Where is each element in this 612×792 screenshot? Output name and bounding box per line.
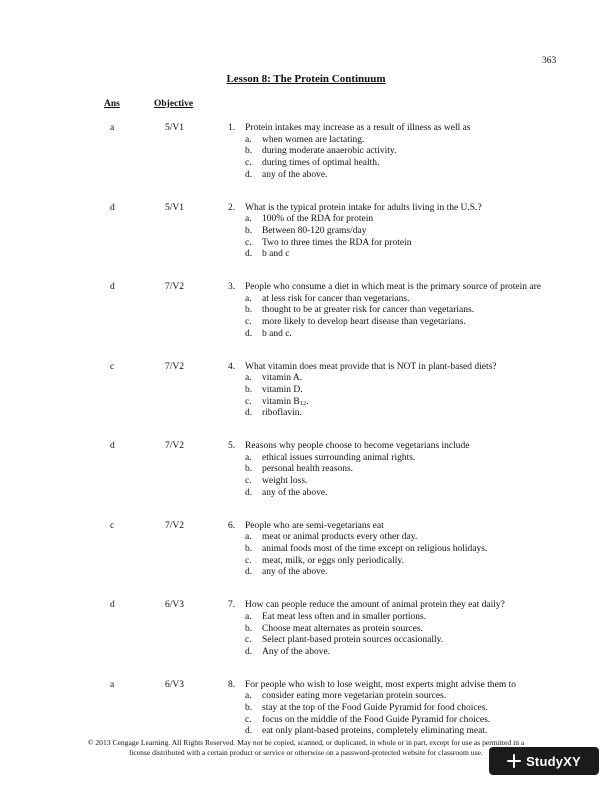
question-stem: Reasons why people choose to become vegetarians include bbox=[245, 441, 470, 452]
question-number: 7. bbox=[228, 600, 236, 611]
question-item bbox=[0, 441, 612, 500]
answer-option bbox=[245, 624, 570, 636]
answer-option bbox=[245, 317, 570, 329]
objective-code: 5/V1 bbox=[165, 202, 184, 213]
option-letter: a. bbox=[245, 293, 252, 304]
option-text: Any of the above. bbox=[262, 646, 331, 657]
option-text: Choose meat alternates as protein sources. bbox=[262, 623, 423, 634]
answer-key: d bbox=[110, 441, 115, 452]
option-text: Between 80-120 grams/day bbox=[262, 225, 367, 236]
objective-column-header: Objective bbox=[154, 99, 194, 109]
option-letter: a. bbox=[245, 691, 252, 702]
answer-key: d bbox=[110, 282, 115, 293]
question-stem: How can people reduce the amount of animal protein they eat daily? bbox=[245, 600, 505, 611]
option-letter: b. bbox=[245, 543, 253, 554]
option-letter: c. bbox=[245, 317, 252, 328]
objective-code: 7/V2 bbox=[165, 361, 184, 372]
option-suffix: . bbox=[306, 396, 309, 407]
option-letter: a. bbox=[245, 134, 252, 145]
option-text: riboflavin. bbox=[262, 408, 302, 419]
option-letter: a. bbox=[245, 452, 252, 463]
plus-icon bbox=[507, 754, 521, 768]
question-stem: People who are semi-vegetarians eat bbox=[245, 520, 384, 531]
option-text: any of the above. bbox=[262, 567, 328, 578]
option-letter: d. bbox=[245, 408, 253, 419]
question-number: 4. bbox=[228, 361, 236, 372]
option-letter: c. bbox=[245, 396, 252, 407]
question-item bbox=[0, 600, 612, 659]
question-item bbox=[0, 123, 612, 182]
answer-option bbox=[245, 294, 570, 306]
answer-option bbox=[245, 453, 570, 465]
option-letter: b. bbox=[245, 703, 253, 714]
answer-option bbox=[245, 556, 570, 568]
option-letter: d. bbox=[245, 567, 253, 578]
option-letter: a. bbox=[245, 373, 252, 384]
option-text: at less risk for cancer than vegetarians. bbox=[262, 293, 410, 304]
answer-option bbox=[245, 703, 570, 715]
answer-option bbox=[245, 226, 570, 238]
option-text: stay at the top of the Food Guide Pyramid for food choices. bbox=[262, 703, 488, 714]
answer-option bbox=[245, 146, 570, 158]
brand-name: StudyXY bbox=[526, 753, 581, 769]
answer-option bbox=[245, 408, 570, 420]
option-text: any of the above. bbox=[262, 487, 328, 498]
option-text: 100% of the RDA for protein bbox=[262, 214, 374, 225]
option-letter: d. bbox=[245, 487, 253, 498]
option-text: eat only plant-based proteins, completely eliminating meat. bbox=[262, 726, 488, 737]
question-item bbox=[0, 362, 612, 421]
question-number: 1. bbox=[228, 123, 236, 133]
option-text: consider eating more vegetarian protein sources. bbox=[262, 691, 447, 702]
answer-key: a bbox=[110, 123, 115, 133]
question-number: 8. bbox=[228, 679, 236, 690]
answer-option bbox=[245, 726, 570, 738]
question-item bbox=[0, 521, 612, 580]
question-item bbox=[0, 203, 612, 262]
option-text: weight loss. bbox=[262, 476, 308, 487]
question-number: 2. bbox=[228, 202, 236, 213]
option-subscript: 12 bbox=[299, 399, 307, 407]
answer-option bbox=[245, 488, 570, 500]
question-stem: What vitamin does meat provide that is NOT in plant-based diets? bbox=[245, 361, 497, 372]
question-number: 3. bbox=[228, 282, 236, 293]
option-text: when women are lactating. bbox=[262, 134, 365, 145]
answer-option bbox=[245, 635, 570, 647]
question-number: 6. bbox=[228, 520, 236, 531]
option-letter: d. bbox=[245, 249, 253, 260]
option-text: personal health reasons. bbox=[262, 464, 354, 475]
option-text: meat, milk, or eggs only periodically. bbox=[262, 555, 404, 566]
option-text: Select plant-based protein sources occasionally. bbox=[262, 635, 444, 646]
copyright-line-1: © 2013 Cengage Learning. All Rights Reserved. May not be copied, scanned, or duplicated, in whole or in part, except for use as permitted in a bbox=[87, 738, 525, 747]
option-letter: c. bbox=[245, 555, 252, 566]
answer-option bbox=[245, 567, 570, 579]
answer-key: c bbox=[110, 520, 115, 531]
option-text: any of the above. bbox=[262, 169, 328, 180]
answer-option bbox=[245, 385, 570, 397]
option-letter: d. bbox=[245, 328, 253, 339]
answer-option bbox=[245, 532, 570, 544]
option-letter: c. bbox=[245, 158, 252, 169]
answer-option bbox=[245, 305, 570, 317]
answer-option bbox=[245, 691, 570, 703]
question-stem: For people who wish to lose weight, most experts might advise them to bbox=[245, 679, 516, 690]
option-letter: c. bbox=[245, 714, 252, 725]
option-text: more likely to develop heart disease than vegetarians. bbox=[262, 317, 466, 328]
answer-option bbox=[245, 238, 570, 250]
option-text: animal foods most of the time except on religious holidays. bbox=[262, 543, 488, 554]
objective-code: 7/V2 bbox=[165, 441, 184, 452]
question-item bbox=[0, 282, 612, 341]
page-number: 363 bbox=[542, 56, 557, 66]
answer-option bbox=[245, 464, 570, 476]
page-title: Lesson 8: The Protein Continuum bbox=[226, 73, 386, 85]
answer-option bbox=[245, 476, 570, 488]
answer-option bbox=[245, 135, 570, 147]
option-letter: c. bbox=[245, 237, 252, 248]
option-text: b and c. bbox=[262, 328, 292, 339]
question-number: 5. bbox=[228, 441, 236, 452]
answer-option bbox=[245, 397, 570, 409]
objective-code: 7/V2 bbox=[165, 520, 184, 531]
option-letter: b. bbox=[245, 225, 253, 236]
option-text: ethical issues surrounding animal rights. bbox=[262, 452, 416, 463]
answer-option bbox=[245, 249, 570, 261]
option-text: vitamin D. bbox=[262, 384, 303, 395]
option-letter: b. bbox=[245, 464, 253, 475]
option-letter: b. bbox=[245, 623, 253, 634]
answer-key: a bbox=[110, 679, 115, 690]
question-stem: What is the typical protein intake for adults living in the U.S.? bbox=[245, 202, 482, 213]
answer-option bbox=[245, 373, 570, 385]
objective-code: 5/V1 bbox=[165, 123, 184, 133]
objective-code: 6/V3 bbox=[165, 679, 184, 690]
answer-option bbox=[245, 544, 570, 556]
option-text: vitamin A. bbox=[262, 373, 303, 384]
option-text: Two to three times the RDA for protein bbox=[262, 237, 412, 248]
option-letter: c. bbox=[245, 635, 252, 646]
answer-option bbox=[245, 158, 570, 170]
question-stem: People who consume a diet in which meat is the primary source of protein are bbox=[245, 282, 541, 293]
option-text: during times of optimal health. bbox=[262, 158, 380, 169]
option-text: meat or animal products every other day. bbox=[262, 532, 418, 543]
option-letter: b. bbox=[245, 146, 253, 157]
answer-option bbox=[245, 329, 570, 341]
answer-key: d bbox=[110, 202, 115, 213]
copyright-line-2: license distributed with a certain product or service or otherwise on a password-protected website for classroom use. bbox=[129, 748, 483, 757]
objective-code: 7/V2 bbox=[165, 282, 184, 293]
question-item bbox=[0, 680, 612, 739]
option-text: focus on the middle of the Food Guide Pyramid for choices. bbox=[262, 714, 491, 725]
answer-key: d bbox=[110, 600, 115, 611]
objective-code: 6/V3 bbox=[165, 600, 184, 611]
option-letter: d. bbox=[245, 169, 253, 180]
option-letter: b. bbox=[245, 305, 253, 316]
option-text: during moderate anaerobic activity. bbox=[262, 146, 397, 157]
answer-option bbox=[245, 612, 570, 624]
answer-option bbox=[245, 170, 570, 182]
option-text: Eat meat less often and in smaller portions. bbox=[262, 611, 427, 622]
option-letter: c. bbox=[245, 476, 252, 487]
answer-option bbox=[245, 715, 570, 727]
answer-key: c bbox=[110, 361, 115, 372]
option-letter: a. bbox=[245, 214, 252, 225]
answer-option bbox=[245, 214, 570, 226]
ans-column-header: Ans bbox=[104, 99, 120, 109]
question-list bbox=[0, 123, 612, 759]
option-text: thought to be at greater risk for cancer than vegetarians. bbox=[262, 305, 475, 316]
option-text: vitamin B bbox=[262, 396, 300, 407]
studyxy-badge[interactable] bbox=[489, 747, 599, 775]
option-letter: a. bbox=[245, 611, 252, 622]
question-stem: Protein intakes may increase as a result of illness as well as bbox=[245, 123, 471, 133]
answer-option bbox=[245, 647, 570, 659]
option-letter: d. bbox=[245, 726, 253, 737]
option-letter: b. bbox=[245, 384, 253, 395]
option-letter: a. bbox=[245, 532, 252, 543]
option-letter: d. bbox=[245, 646, 253, 657]
option-text: b and c bbox=[262, 249, 290, 260]
